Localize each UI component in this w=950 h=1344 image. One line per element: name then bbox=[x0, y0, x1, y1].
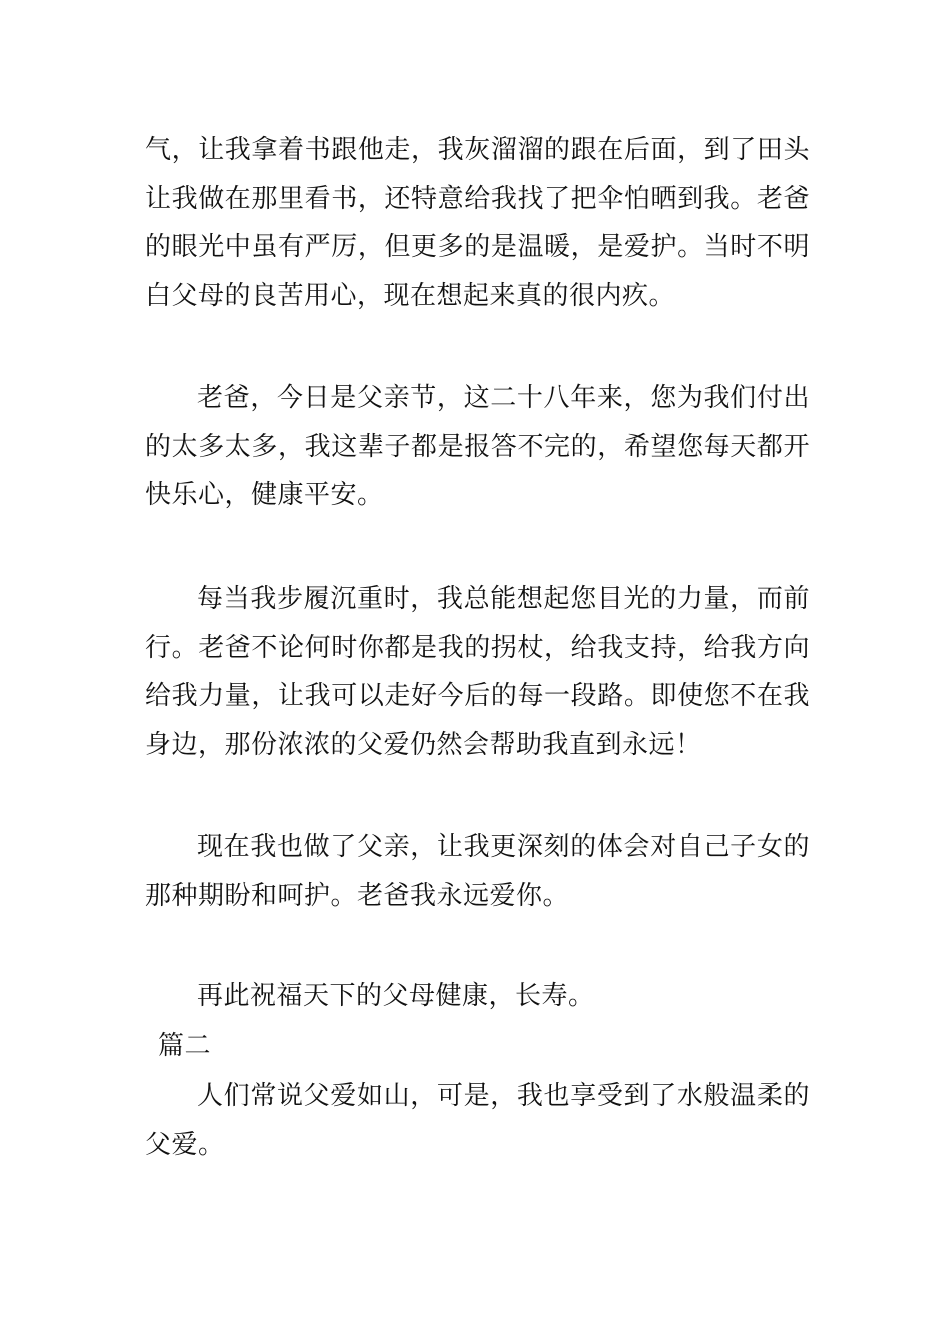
paragraph-became-father: 现在我也做了父亲，让我更深刻的体会对自己子女的那种期盼和呵护。老爸我永远爱你。 bbox=[145, 832, 810, 911]
paragraph-strength: 每当我步履沉重时，我总能想起您目光的力量，而前行。老爸不论何时你都是我的拐杖，给我支持，给我方向给我力量，让我可以走好今后的每一段路。即使您不在我身边，那份浓浓的父爱仍然会帮助我直到永远！ bbox=[145, 584, 810, 760]
paragraph-blessing: 再此祝福天下的父母健康，长寿。 bbox=[197, 981, 595, 1011]
section-heading: 篇二 bbox=[158, 1031, 212, 1061]
paragraph-section-two: 人们常说父爱如山，可是，我也享受到了水般温柔的父爱。 bbox=[145, 1081, 810, 1160]
paragraph-continuation: 气，让我拿着书跟他走，我灰溜溜的跟在后面，到了田头让我做在那里看书，还特意给我找了把伞怕晒到我。老爸的眼光中虽有严厉，但更多的是温暖，是爱护。当时不明白父母的良苦用心，现在想起来真的很内疚。 bbox=[145, 135, 810, 311]
paragraph-fathers-day: 老爸，今日是父亲节，这二十八年来，您为我们付出的太多太多，我这辈子都是报答不完的，希望您每天都开快乐心，健康平安。 bbox=[145, 383, 810, 510]
